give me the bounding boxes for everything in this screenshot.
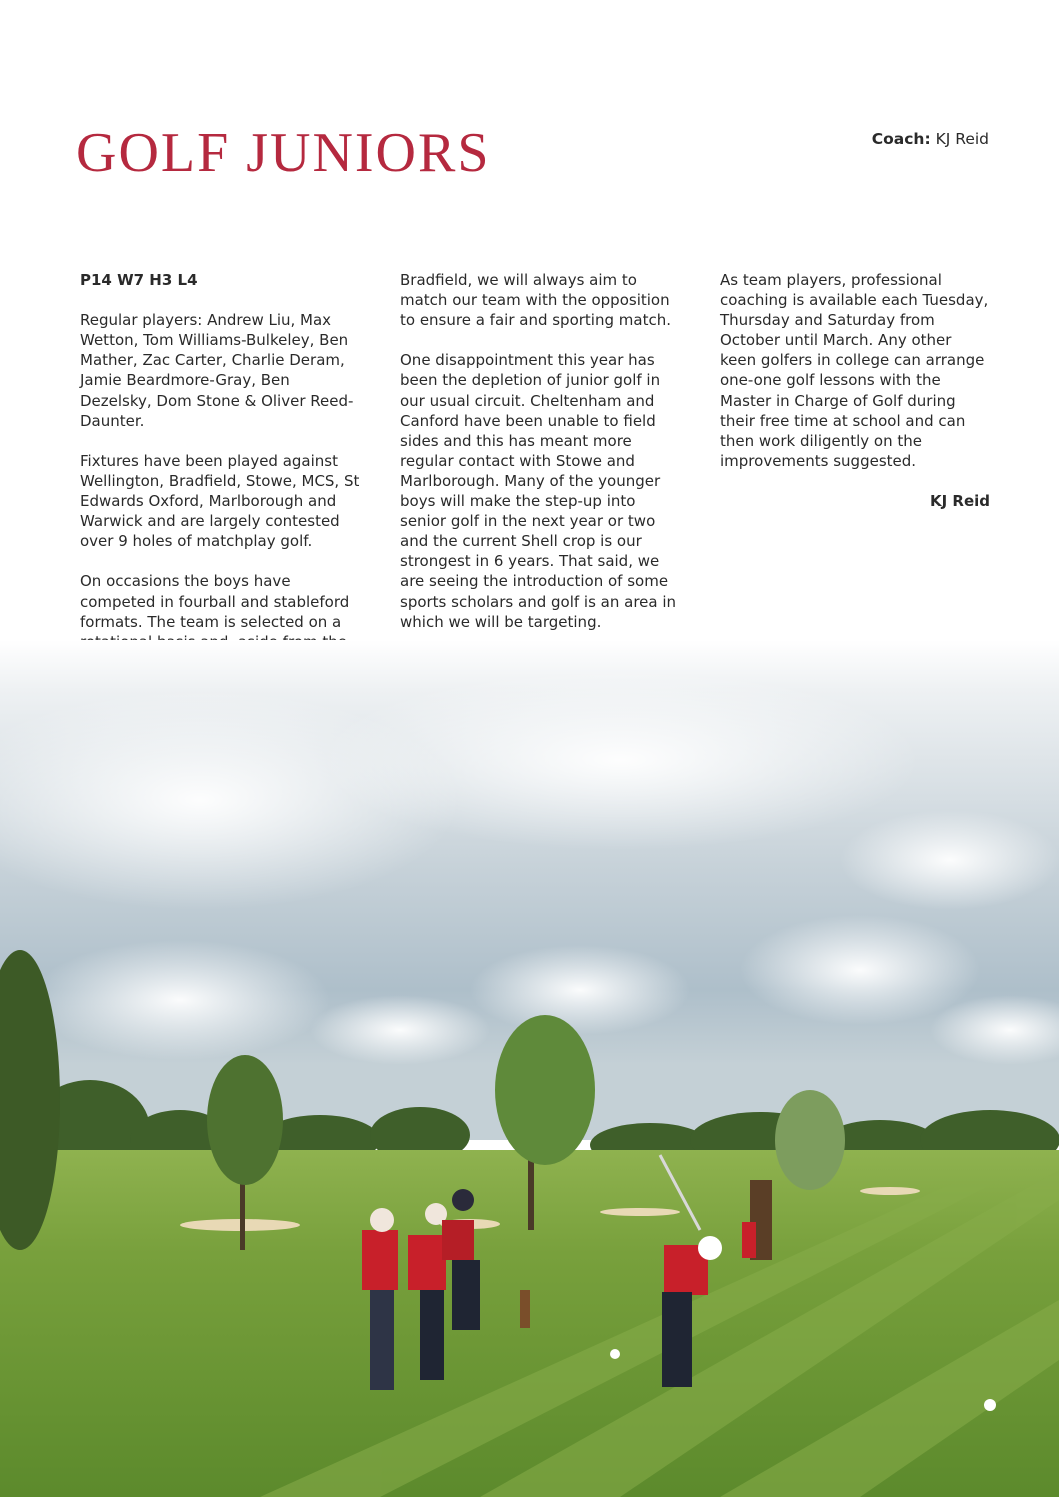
golf-ball (984, 1399, 996, 1411)
text-column-2 (400, 270, 682, 652)
coach-label: Coach: (871, 130, 931, 148)
paragraph-coaching: As team players, professional coaching is available each Tuesday, Thursday and Saturday from October until March. Any other keen golfers in college can arrange one-one golf lessons with the Master in Charge of Golf during their free time at school and can then work diligently on the improvements suggested. (720, 271, 989, 470)
golf-ball (610, 1349, 620, 1359)
coach-credit (872, 130, 989, 148)
page-title: GOLF JUNIORS (76, 122, 491, 184)
paragraph-disappointment: One disappointment this year has been the depletion of junior golf in our usual circuit. Cheltenham and Canford have been unable to field sides and this has meant more regular contact with Stowe and Marlborough. Many of the younger boys will make the step-up into senior golf in the next year or two and the current Shell crop is our strongest in 6 years. That said, we are seeing the introduction of some sports scholars and golf is an area in which we will be targeting. (400, 351, 677, 631)
paragraph-fixtures: Fixtures have been played against Wellington, Bradfield, Stowe, MCS, St Edwards Oxford, Marlborough and Warwick and are largely contested over 9 holes of matchplay golf. (80, 451, 360, 551)
paragraph-matching: Bradfield, we will always aim to match our team with the opposition to ensure a fair and sporting match. (400, 271, 671, 330)
season-record: P14 W7 H3 L4 (80, 271, 198, 289)
signoff: KJ Reid (929, 492, 990, 511)
litter-bin (742, 1222, 756, 1258)
golf-course-photo (0, 640, 1059, 1497)
tee-marker-post (520, 1290, 530, 1328)
paragraph-players: Regular players: Andrew Liu, Max Wetton, Tom Williams-Bulkeley, Ben Mather, Zac Carter, Charlie Deram, Jamie Beardmore-Gray, Ben Dezelsky, Dom Stone & Oliver Reed-Daunter. (80, 311, 354, 430)
text-column-3 (720, 270, 990, 531)
coach-name: KJ Reid (935, 130, 989, 148)
paragraph-formats: On occasions the boys have competed in fourball and stableford formats. The team is selected on a (80, 572, 350, 631)
